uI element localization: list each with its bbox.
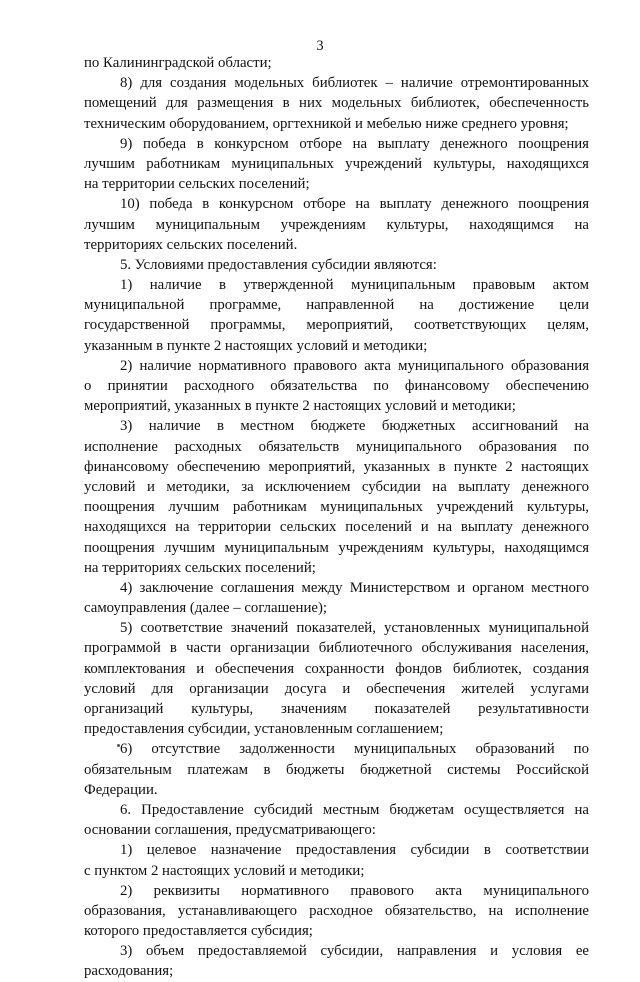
text-line: 3) наличие в местном бюджете бюджетных ассигнований на <box>120 418 589 435</box>
text-line: организаций культуры, значениям показателей результативности <box>84 701 589 717</box>
paragraph <box>84 134 589 195</box>
text-line: 1) наличие в утвержденной муниципальным правовым актом <box>120 277 589 294</box>
text-line: государственной программы, мероприятий, соответствующих целям, <box>84 317 589 334</box>
paragraph <box>84 578 589 618</box>
paragraph <box>84 194 589 255</box>
text-line: 5. Условиями предоставления субсидии являются: <box>120 256 437 273</box>
paragraph <box>84 800 589 840</box>
text-line: поощрения лучшим работникам муниципальных учреждений культуры, <box>84 499 589 516</box>
text-line: образования, устанавливающего расходное обязательство, на исполнение <box>84 902 589 919</box>
text-line: предоставления субсидии, установленным соглашением; <box>84 721 444 738</box>
text-line: 2) реквизиты нормативного правового акта муниципального <box>120 882 589 899</box>
paragraph <box>84 73 589 134</box>
text-line: муниципальной программе, направленной на достижение цели <box>84 297 589 314</box>
text-line: 5) соответствие значений показателей, установленных муниципальной <box>120 620 589 637</box>
text-line: 2) наличие нормативного правового акта муниципального образования <box>120 357 589 374</box>
paragraph <box>84 356 589 417</box>
text-line: 4) заключение соглашения между Министерством и органом местного <box>120 579 589 596</box>
text-line: 8) для создания модельных библиотек – наличие отремонтированных <box>120 75 589 92</box>
paragraph <box>84 416 589 578</box>
text-line: программой в части организации библиотечного обслуживания населения, <box>84 640 589 657</box>
paragraph <box>84 255 589 275</box>
paragraph <box>84 53 589 73</box>
text-line: условий и методики, за исключением субсидии на выплату денежного <box>84 478 589 495</box>
text-line: на территориях сельских поселений; <box>84 559 316 576</box>
paragraph <box>84 941 589 981</box>
paragraph <box>84 275 589 356</box>
text-line: помещений для размещения в них модельных библиотек, обеспеченность <box>84 95 589 112</box>
text-line: поощрения лучшим муниципальным учреждениям культуры, находящимся <box>84 539 589 556</box>
text-line: комплектования и обеспечения сохранности фондов библиотек, создания <box>84 660 589 677</box>
paragraph <box>84 881 589 942</box>
page-number: 3 <box>316 38 324 54</box>
text-line: указанным в пункте 2 настоящих условий и методики; <box>84 337 428 354</box>
text-line: по Калининградской области; <box>84 55 272 71</box>
text-line: 9) победа в конкурсном отборе на выплату денежного поощрения <box>120 135 589 152</box>
text-line: территориях сельских поселений. <box>84 236 298 253</box>
text-line: 3) объем предоставляемой субсидии, направления и условия ее <box>120 943 589 960</box>
text-line: Федерации. <box>84 781 158 798</box>
text-line: 1) целевое назначение предоставления субсидии в соответствии <box>120 842 589 859</box>
text-line: техническим оборудованием, оргтехникой и мебелью ниже среднего уровня; <box>84 115 569 132</box>
text-line: основании соглашения, предусматривающего: <box>84 822 376 839</box>
text-line: обязательным платежам в бюджеты бюджетной системы Российской <box>84 761 589 778</box>
text-line: условий для организации досуга и обеспечения жителей услугами <box>84 680 589 697</box>
text-line: мероприятий, указанных в пункте 2 настоящих условий и методики; <box>84 398 516 415</box>
text-line: 6) отсутствие задолженности муниципальных образований по <box>120 741 589 758</box>
text-line: о принятии расходного обязательства по финансовому обеспечению <box>84 378 589 394</box>
text-line: исполнение расходных обязательств муниципального образования по <box>84 438 589 455</box>
text-line: самоуправления (далее – соглашение); <box>84 600 327 617</box>
text-line: 10) победа в конкурсном отборе на выплату денежного поощрения <box>120 196 589 213</box>
scan-artifact-dot <box>117 744 120 747</box>
text-line: лучшим работникам муниципальных учреждений культуры, находящихся <box>84 155 589 172</box>
text-line: с пунктом 2 настоящих условий и методики; <box>84 862 365 879</box>
text-line: на территории сельских поселений; <box>84 176 310 193</box>
document-body <box>84 53 589 982</box>
paragraph <box>84 840 589 880</box>
text-line: находящихся на территории сельских поселений и на выплату денежного <box>84 519 589 536</box>
text-line: расходования; <box>84 963 174 980</box>
text-line: которого предоставляется субсидия; <box>84 923 313 940</box>
text-line: 6. Предоставление субсидий местным бюджетам осуществляется на <box>120 801 589 818</box>
paragraph <box>84 618 589 739</box>
paragraph <box>84 739 589 800</box>
text-line: финансовому обеспечению мероприятий, указанных в пункте 2 настоящих <box>84 458 589 475</box>
text-line: лучшим муниципальным учреждениям культуры, находящимся на <box>84 216 589 233</box>
